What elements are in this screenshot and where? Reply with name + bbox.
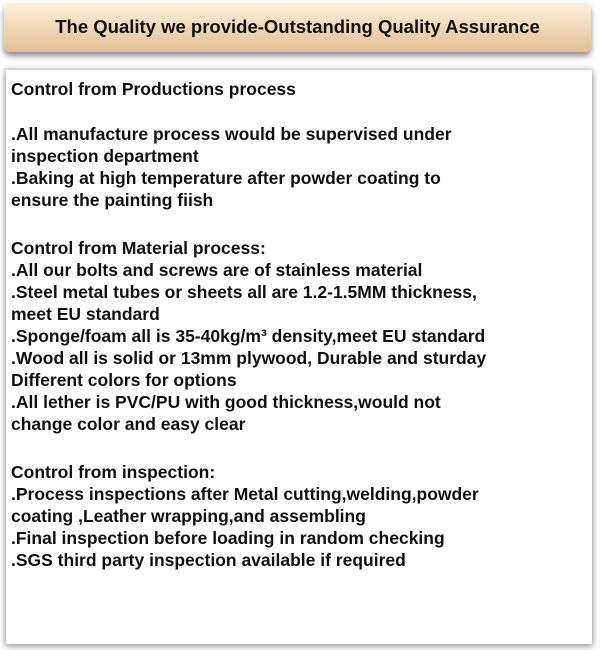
item-line: .All manufacture process would be supervised under	[11, 124, 452, 144]
item-list	[11, 259, 589, 435]
item-line: change color and easy clear	[11, 414, 246, 434]
section-inspection	[11, 461, 589, 571]
list-item	[11, 391, 589, 435]
section-heading: Control from Productions process	[11, 79, 296, 99]
item-line: ensure the painting fiish	[11, 190, 214, 210]
title-banner	[4, 2, 591, 52]
list-item	[11, 483, 589, 527]
banner-title: The Quality we provide-Outstanding Quality Assurance	[55, 16, 540, 37]
item-line: .All lether is PVC/PU with good thickness,would not	[11, 392, 441, 412]
item-line: .SGS third party inspection available if required	[11, 550, 406, 570]
section-material	[11, 237, 589, 435]
item-line: .Wood all is solid or 13mm plywood, Durable and sturday	[11, 348, 487, 368]
item-list	[11, 483, 589, 571]
list-item	[11, 281, 589, 325]
item-line: .Process inspections after Metal cutting,welding,powder	[11, 484, 479, 504]
item-list	[11, 123, 589, 211]
list-item	[11, 167, 589, 211]
list-item	[11, 527, 589, 549]
list-item	[11, 347, 589, 391]
item-line: meet EU standard	[11, 304, 160, 324]
item-line: Different colors for options	[11, 370, 237, 390]
item-line: .Steel metal tubes or sheets all are 1.2-1.5MM thickness,	[11, 282, 477, 302]
item-line: inspection department	[11, 146, 199, 166]
section-heading: Control from inspection:	[11, 462, 216, 482]
item-line: .Sponge/foam all is 35-40kg/m³ density,meet EU standard	[11, 326, 486, 346]
list-item	[11, 123, 589, 167]
list-item	[11, 325, 589, 347]
item-line: .Baking at high temperature after powder coating to	[11, 168, 441, 188]
quality-content	[11, 78, 589, 571]
item-line: coating ,Leather wrapping,and assembling	[11, 506, 366, 526]
section-production	[11, 78, 589, 211]
list-item	[11, 549, 589, 571]
list-item	[11, 259, 589, 281]
item-line: .Final inspection before loading in random checking	[11, 528, 445, 548]
section-heading: Control from Material process:	[11, 238, 266, 258]
item-line: .All our bolts and screws are of stainless material	[11, 260, 423, 280]
